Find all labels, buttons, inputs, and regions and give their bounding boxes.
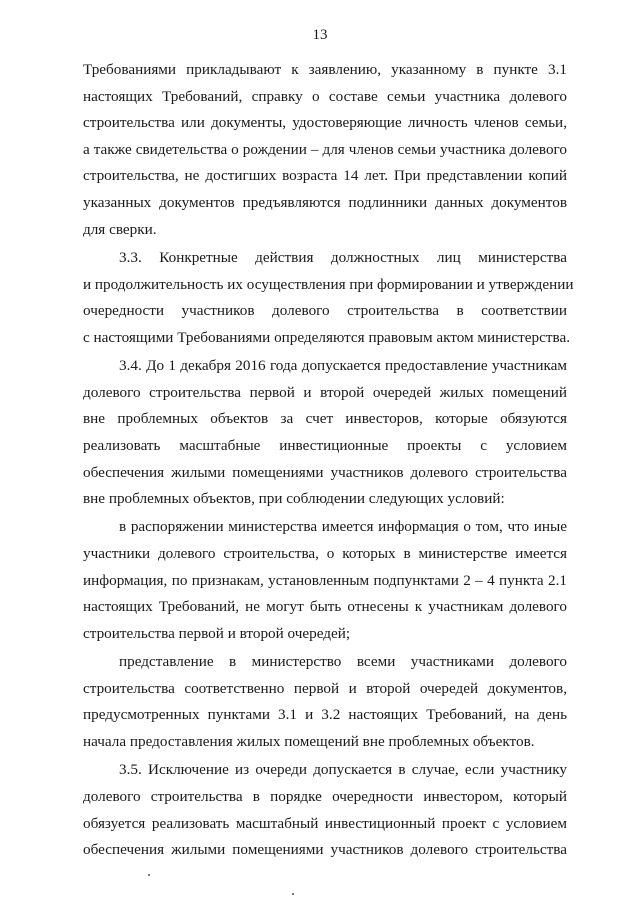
scan-speck <box>292 893 294 895</box>
paragraph <box>83 245 574 351</box>
text-line: вне проблемных объектов за счет инвесторов, которые обязуются <box>83 410 567 428</box>
text-line: настоящих Требований, справку о составе семьи участника долевого <box>83 87 567 105</box>
text-line: представление в министерство всеми участниками долевого <box>119 653 567 671</box>
text-line: обязуется реализовать масштабный инвестиционный проект с условием <box>83 814 567 832</box>
text-line: предусмотренных пунктами 3.1 и 3.2 настоящих Требований, на день <box>83 706 567 724</box>
scan-speck <box>148 874 150 876</box>
paragraph <box>83 57 567 243</box>
text-line: долевого строительства первой и второй очередей жилых помещений <box>83 383 567 401</box>
text-line: Требованиями прикладывают к заявлению, указанному в пункте 3.1 <box>83 61 567 78</box>
text-line: для сверки. <box>83 220 157 238</box>
page-number: 13 <box>312 27 328 43</box>
text-line: настоящих Требований, не могут быть отнесены к участникам долевого <box>83 598 567 616</box>
text-line: начала предоставления жилых помещений вне проблемных объектов. <box>83 733 535 751</box>
text-line: 3.3. Конкретные действия должностных лиц министерства <box>119 248 567 266</box>
text-line: с настоящими Требованиями определяются правовым актом министерства. <box>83 328 571 346</box>
text-line: указанных документов предъявляются подлинники данных документов <box>83 193 567 211</box>
text-line: обеспечения жилыми помещениями участников долевого строительства <box>83 841 567 859</box>
paragraph <box>83 514 567 647</box>
paragraph <box>83 757 567 863</box>
paragraph <box>83 353 567 513</box>
text-line: участники долевого строительства, о которых в министерстве имеется <box>83 545 567 563</box>
document-body <box>83 57 574 864</box>
text-line: очередности участников долевого строительства в соответствии <box>83 302 567 320</box>
text-line: и продолжительность их осуществления при формировании и утверждении <box>83 275 574 293</box>
text-line: обеспечения жилыми помещениями участников долевого строительства <box>83 463 567 481</box>
text-line: а также свидетельства о рождении – для членов семьи участника долевого <box>83 140 567 158</box>
text-line: информация, по признакам, установленным подпунктами 2 – 4 пункта 2.1 <box>83 571 567 589</box>
text-line: долевого строительства в порядке очередности инвестором, который <box>83 788 567 806</box>
text-line: строительства первой и второй очередей; <box>83 624 351 642</box>
text-line: строительства соответственно первой и второй очередей документов, <box>83 679 567 697</box>
text-line: в распоряжении министерства имеется информация о том, что иные <box>119 518 567 536</box>
paragraph <box>83 649 567 755</box>
text-line: строительства, не достигших возраста 14 лет. При представлении копий <box>83 167 567 185</box>
text-line: строительства или документы, удостоверяющие личность членов семьи, <box>83 114 567 132</box>
text-line: 3.4. До 1 декабря 2016 года допускается предоставление участникам <box>119 357 567 375</box>
text-line: 3.5. Исключение из очереди допускается в случае, если участнику <box>119 761 567 779</box>
text-line: вне проблемных объектов, при соблюдении следующих условий: <box>83 490 505 508</box>
text-line: реализовать масштабные инвестиционные проекты с условием <box>83 436 567 454</box>
